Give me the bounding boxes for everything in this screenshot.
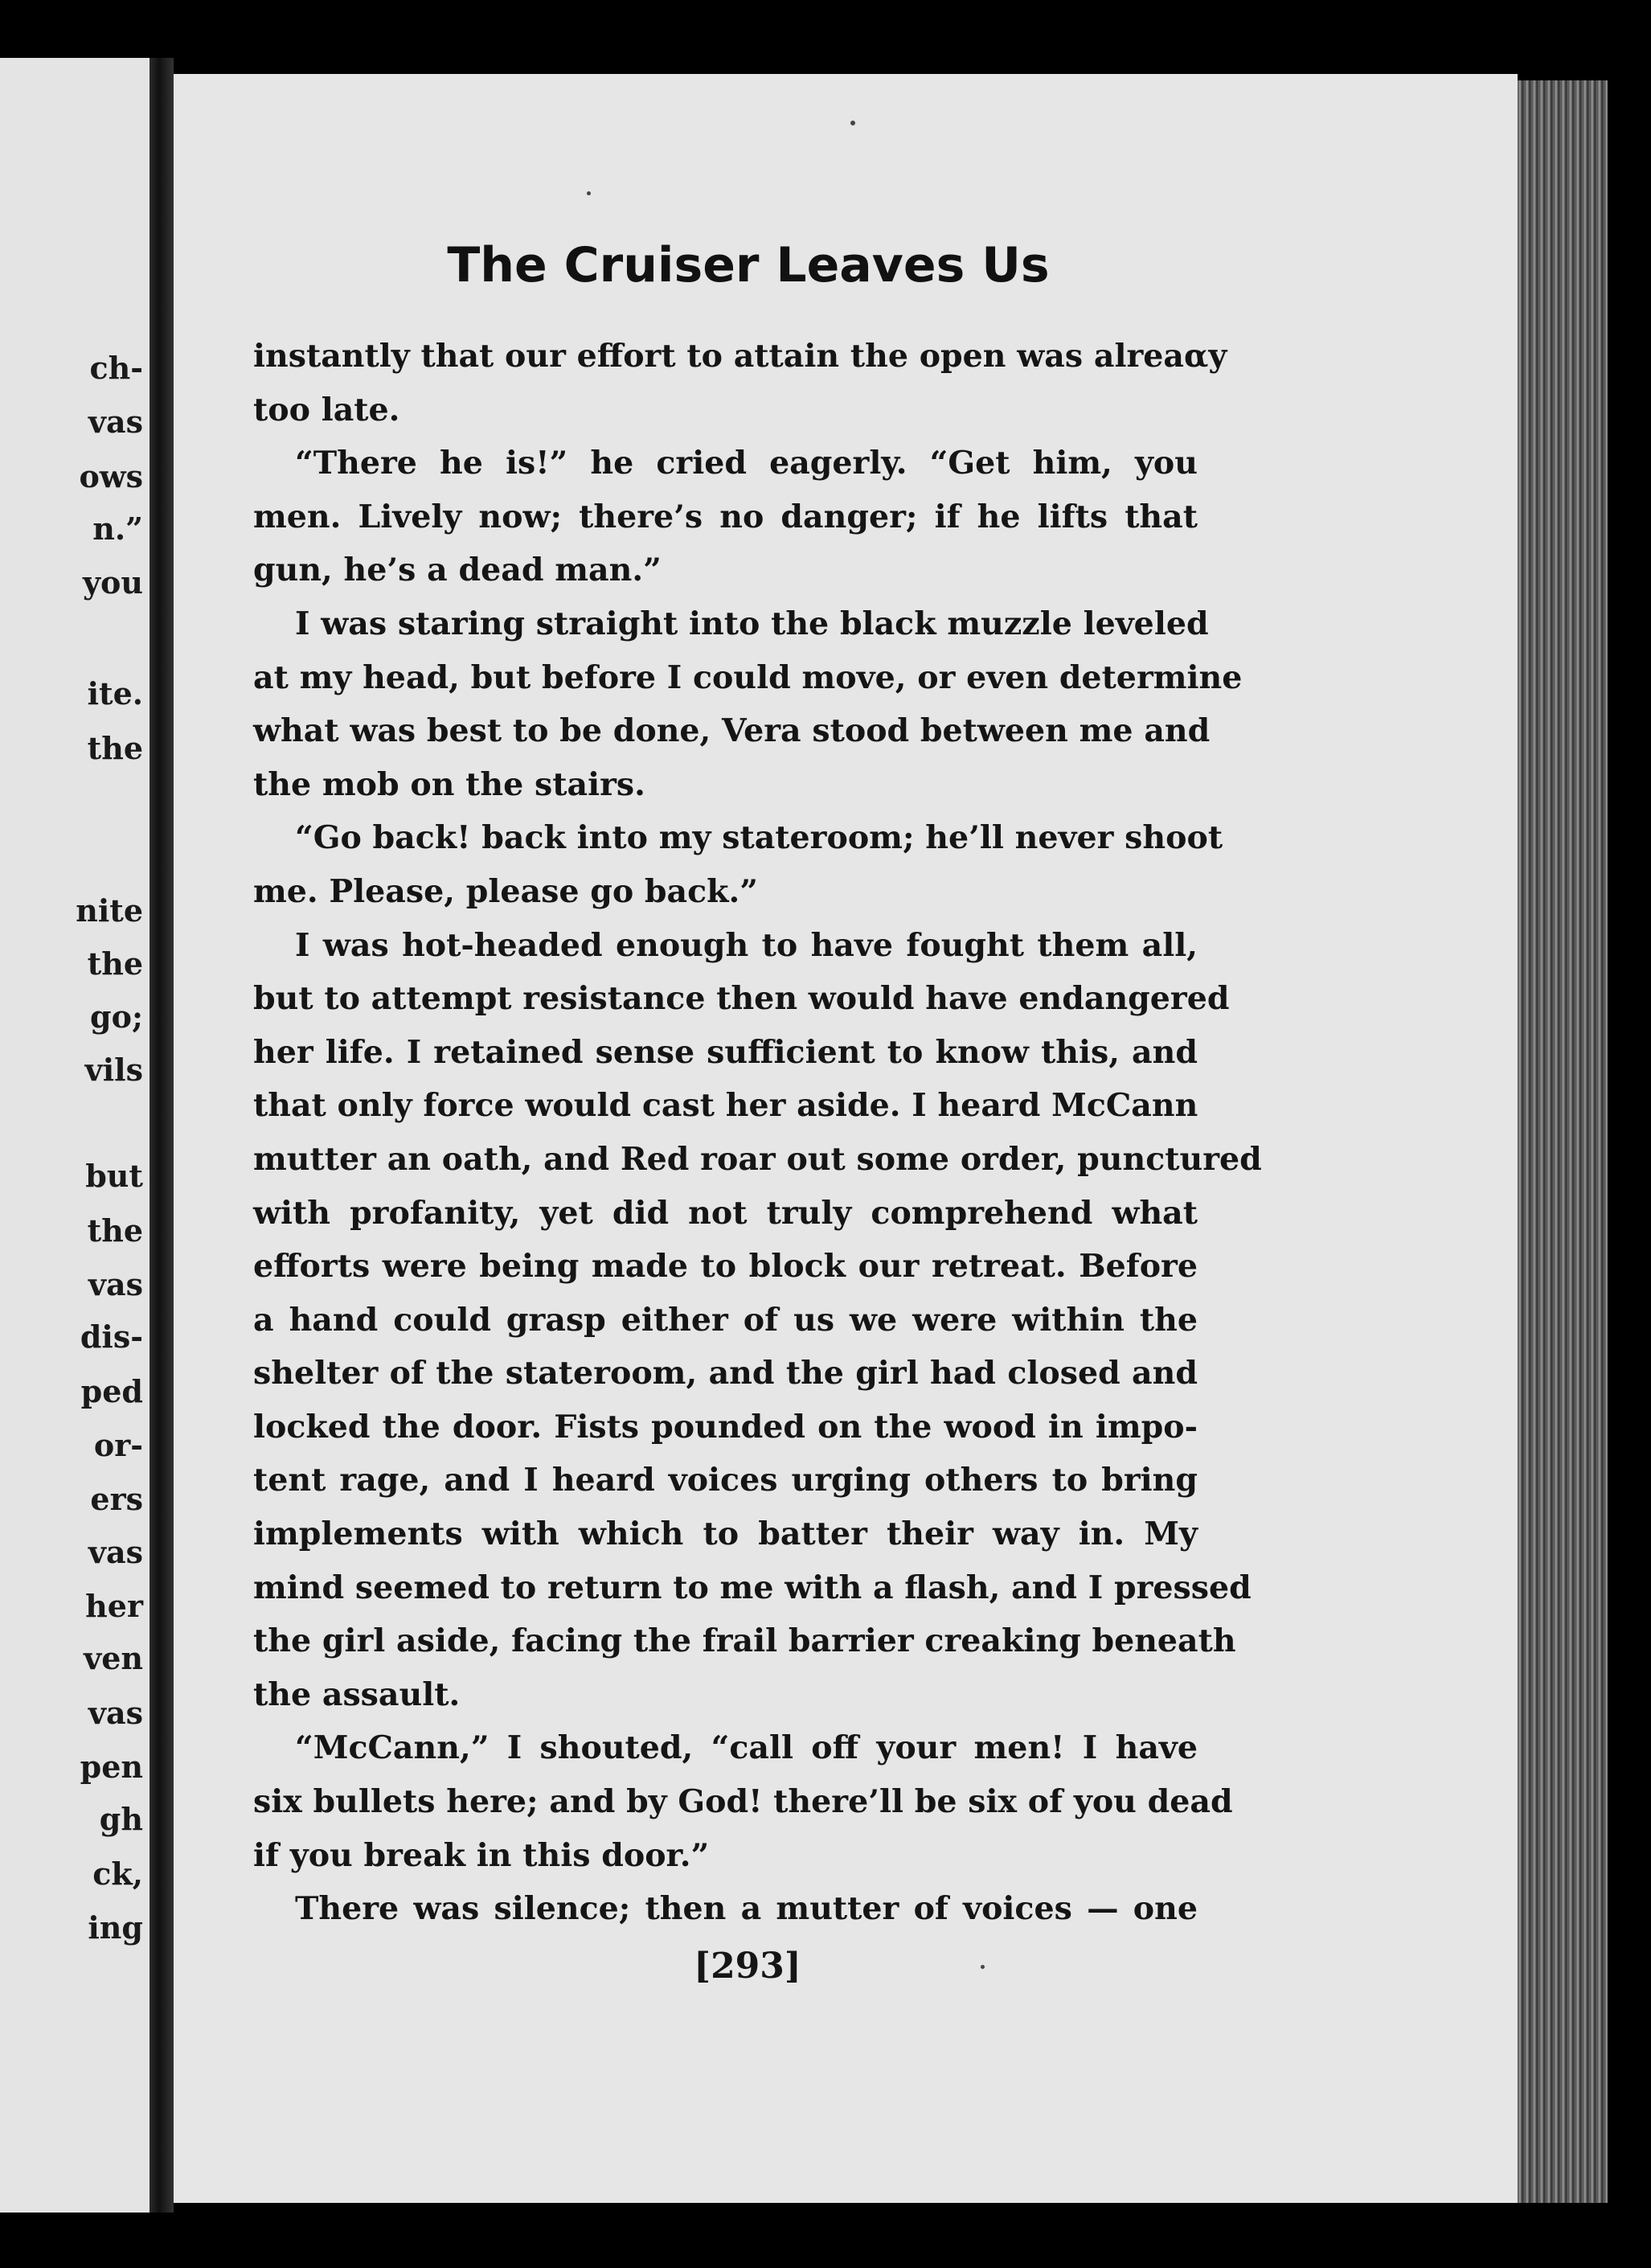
print-speck (587, 191, 591, 195)
text-line: “Go back! back into my stateroom; he’ll never shoot (295, 819, 1223, 857)
previous-page-text-fragment: ck, (92, 1856, 143, 1892)
previous-page-text-fragment: pen (80, 1749, 143, 1785)
text-line: I was staring straight into the black muzzle leveled (295, 605, 1209, 642)
page-number: [293] (694, 1946, 801, 1987)
text-line: that only force would cast her aside. I heard McCann (253, 1087, 1198, 1125)
previous-page-text-fragment: the (87, 945, 143, 982)
previous-page-text-fragment: ven (84, 1640, 143, 1676)
running-head: The Cruiser Leaves Us (447, 237, 1050, 293)
text-line: the assault. (253, 1675, 461, 1713)
previous-page-text-fragment: the (87, 1212, 143, 1249)
body-text (253, 330, 1262, 1936)
previous-page-text-fragment: vas (88, 1534, 143, 1570)
text-line: what was best to be done, Vera stood between me and (253, 712, 1211, 750)
previous-page-text-fragment: you (82, 564, 143, 601)
previous-page-text-fragment: ite. (87, 675, 143, 712)
previous-page-text-fragment: vas (88, 1266, 143, 1302)
text-line: efforts were being made to block our retreat. Before (253, 1248, 1198, 1286)
print-speck (850, 121, 855, 125)
text-line: six bullets here; and by God! there’ll be six of you dead (253, 1783, 1233, 1821)
text-line: the girl aside, facing the frail barrier creaking beneath (253, 1622, 1236, 1660)
text-line: “McCann,” I shouted, “call off your men! I have (295, 1729, 1198, 1767)
page-edges (1518, 80, 1608, 2203)
previous-page-text-fragment: ows (79, 458, 143, 494)
book-gutter (150, 58, 174, 2213)
previous-page-text-fragment: vils (84, 1052, 143, 1088)
text-line: mutter an oath, and Red roar out some order, punctured (253, 1140, 1262, 1178)
previous-page-fragment (0, 58, 150, 2213)
text-line: instantly that our effort to attain the open was alreaαy (253, 338, 1227, 375)
previous-page-text-fragment: nite (76, 892, 143, 929)
previous-page-text-fragment: ing (88, 1909, 143, 1946)
text-line: but to attempt resistance then would have endangered (253, 980, 1230, 1018)
text-line: There was silence; then a mutter of voices — one (295, 1890, 1198, 1928)
text-line: gun, he’s a dead man.” (253, 552, 662, 589)
text-line: with profanity, yet did not truly comprehend what (253, 1194, 1198, 1232)
text-line: if you break in this door.” (253, 1836, 710, 1874)
previous-page-text-fragment: the (87, 730, 143, 766)
text-line: men. Lively now; there’s no danger; if he lifts that (253, 498, 1198, 535)
text-line: “There he is!” he cried eagerly. “Get him, you (295, 445, 1198, 482)
text-line: her life. I retained sense sufficient to know this, and (253, 1033, 1198, 1071)
text-line: tent rage, and I heard voices urging others to bring (253, 1462, 1198, 1499)
previous-page-text-fragment: ped (80, 1373, 143, 1409)
text-line: too late. (253, 391, 400, 429)
previous-page-text-fragment: ers (90, 1481, 143, 1517)
previous-page-text-fragment: dis- (80, 1319, 143, 1355)
text-line: at my head, but before I could move, or even determine (253, 658, 1243, 696)
text-line: the mob on the stairs. (253, 765, 645, 803)
text-line: mind seemed to return to me with a flash, and I pressed (253, 1569, 1252, 1606)
previous-page-text-fragment: go; (90, 999, 143, 1035)
previous-page-text-fragment: vas (88, 404, 143, 440)
text-line: a hand could grasp either of us we were within the (253, 1301, 1198, 1339)
previous-page-text-fragment: or- (93, 1427, 143, 1463)
text-line: locked the door. Fists pounded on the wood in impo- (253, 1408, 1198, 1446)
text-line: implements with which to batter their way in. My (253, 1515, 1198, 1553)
previous-page-text-fragment: n.” (92, 511, 143, 547)
previous-page-text-fragment: her (85, 1588, 143, 1624)
previous-page-text-fragment: vas (88, 1695, 143, 1731)
previous-page-text-fragment: gh (99, 1801, 143, 1837)
previous-page-text-fragment: ch- (89, 350, 143, 386)
text-line: me. Please, please go back.” (253, 872, 759, 910)
previous-page-text-fragment: but (85, 1158, 143, 1194)
text-line: I was hot-headed enough to have fought them all, (295, 926, 1198, 964)
text-line: shelter of the stateroom, and the girl had closed and (253, 1355, 1198, 1392)
print-speck (981, 1965, 985, 1969)
